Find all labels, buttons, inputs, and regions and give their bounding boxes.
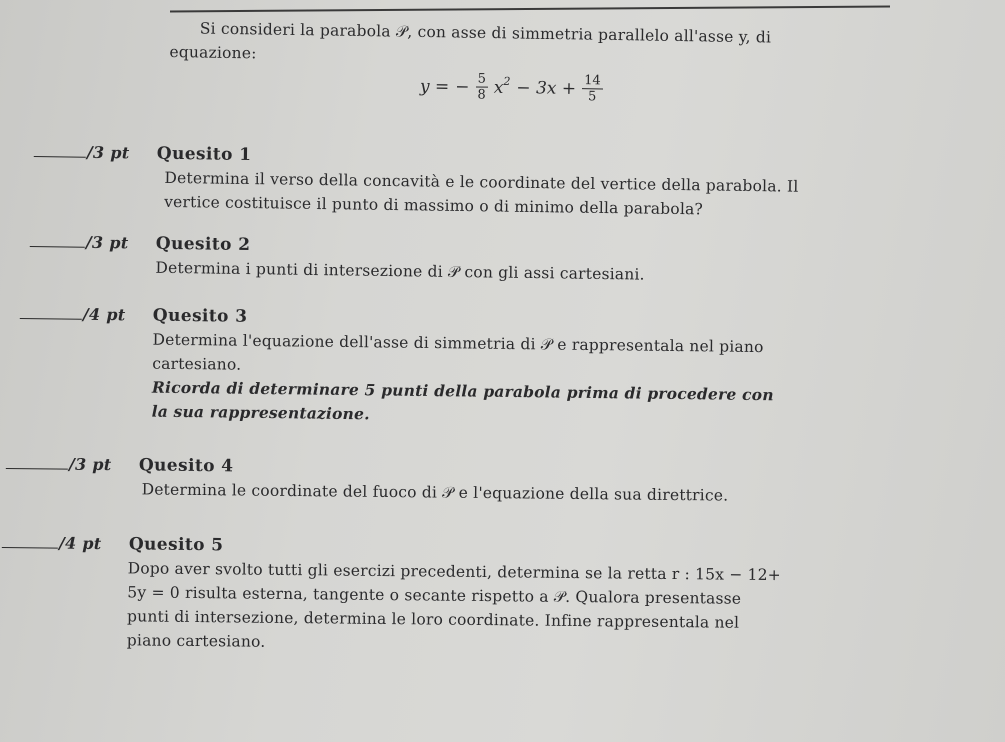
equation-lhs: y = bbox=[419, 76, 450, 97]
question-3-note-line-1: Ricorda di determinare 5 punti della parabola prima di procedere con bbox=[151, 377, 774, 405]
score-blank-3[interactable] bbox=[20, 302, 82, 320]
fraction-constant bbox=[582, 73, 603, 104]
question-3-line-2: cartesiano. bbox=[152, 354, 242, 374]
fraction-coefficient-a bbox=[475, 71, 488, 102]
question-1 bbox=[33, 140, 854, 223]
points-4: /3 pt bbox=[68, 454, 112, 475]
score-blank-5[interactable] bbox=[2, 531, 58, 549]
equation-minus: − bbox=[455, 76, 470, 97]
fraction-c-denominator: 5 bbox=[587, 89, 597, 105]
top-rule bbox=[170, 5, 890, 12]
intro-text bbox=[169, 16, 890, 75]
points-1: /3 pt bbox=[86, 142, 130, 163]
fraction-a-denominator: 8 bbox=[477, 87, 486, 103]
question-1-line-2: vertice costituisce il punto di massimo o di minimo della parabola? bbox=[164, 192, 704, 219]
equation-exponent: 2 bbox=[503, 74, 511, 88]
equation-x: x bbox=[493, 77, 504, 98]
question-2-line-1: Determina i punti di intersezione di 𝒫 con gli assi cartesiani. bbox=[155, 258, 645, 284]
points-3: /4 pt bbox=[82, 304, 126, 325]
equation-middle-term: − 3x + bbox=[516, 77, 577, 99]
question-1-line-1: Determina il verso della concavità e le coordinate del vertice della parabola. Il bbox=[164, 168, 799, 196]
question-title-2: Quesito 2 bbox=[155, 233, 251, 256]
score-blank-1[interactable] bbox=[34, 140, 86, 158]
question-5-line-3: punti di intersezione, determina le loro coordinate. Infine rappresentala nel bbox=[127, 607, 740, 632]
points-5: /4 pt bbox=[58, 533, 102, 554]
points-2: /3 pt bbox=[85, 232, 129, 253]
parabola-equation bbox=[420, 71, 603, 105]
question-2 bbox=[29, 230, 850, 289]
question-title-5: Quesito 5 bbox=[128, 534, 224, 556]
question-title-1: Quesito 1 bbox=[156, 143, 252, 166]
question-5 bbox=[1, 531, 822, 660]
score-blank-2[interactable] bbox=[30, 230, 85, 248]
intro-line-2: equazione: bbox=[169, 42, 257, 63]
question-3-line-1: Determina l'equazione dell'asse di simmetria di 𝒫 e rappresentala nel piano bbox=[152, 330, 764, 357]
question-5-line-1: Dopo aver svolto tutti gli esercizi precedenti, determina se la retta r : 15x − 12+ bbox=[127, 559, 782, 585]
question-4-line-1: Determina le coordinate del fuoco di 𝒫 e l'equazione della sua direttrice. bbox=[141, 480, 729, 505]
question-4 bbox=[5, 452, 825, 509]
equation-x-squared bbox=[493, 74, 511, 98]
question-3-note-line-2: la sua rappresentazione. bbox=[151, 401, 370, 424]
fraction-a-numerator: 5 bbox=[476, 71, 489, 87]
question-title-4: Quesito 4 bbox=[138, 455, 234, 477]
score-blank-4[interactable] bbox=[6, 452, 68, 470]
intro-line-1: Si consideri la parabola 𝒫, con asse di simmetria parallelo all'asse y, di bbox=[199, 19, 772, 47]
question-5-line-4: piano cartesiano. bbox=[126, 631, 266, 651]
question-5-line-2: 5y = 0 risulta esterna, tangente o secante rispetto a 𝒫. Qualora presentasse bbox=[127, 583, 742, 608]
question-title-3: Quesito 3 bbox=[152, 305, 248, 327]
fraction-c-numerator: 14 bbox=[582, 73, 603, 89]
question-3 bbox=[19, 302, 840, 432]
